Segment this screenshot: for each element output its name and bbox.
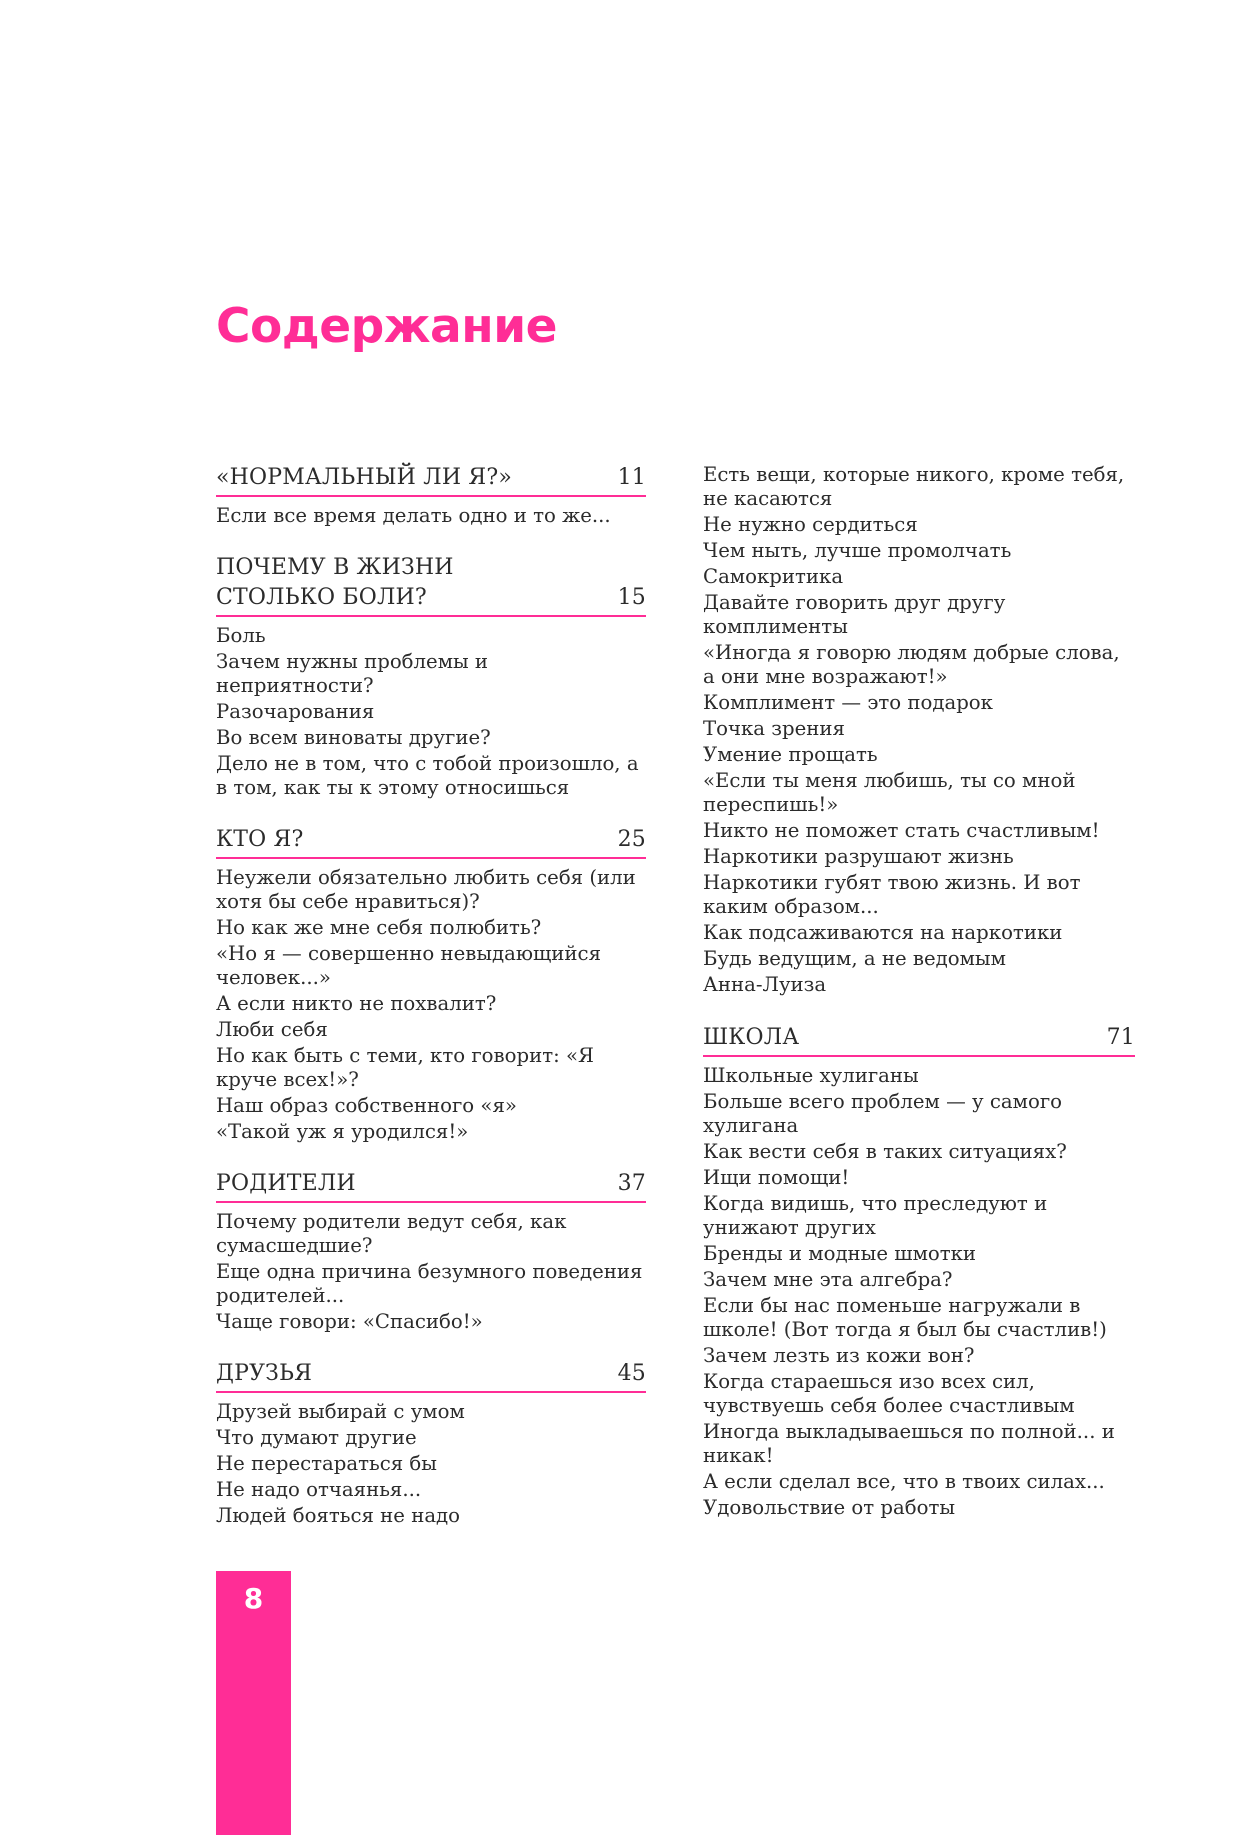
toc-item: Зачем нужны проблемы и неприятности?	[216, 650, 489, 697]
toc-item: «Если ты меня любишь, ты со мной переспишь!»	[703, 769, 1076, 816]
toc-item: Неужели обязательно любить себя (или хотя бы себе нравиться)?	[216, 866, 636, 913]
chapter-divider	[216, 1391, 646, 1393]
toc-item: Будь ведущим, а не ведомым	[703, 947, 1006, 970]
toc-item: «Такой уж я уродился!»	[216, 1120, 469, 1143]
toc-chapter	[703, 1023, 1135, 1520]
toc-item: Больше всего проблем — у самого хулигана	[703, 1090, 1062, 1137]
chapter-heading	[216, 825, 646, 857]
toc-item: Умение прощать	[703, 743, 878, 766]
toc-item: Зачем лезть из кожи вон?	[703, 1344, 975, 1367]
chapter-page-number: 71	[1106, 1025, 1135, 1050]
toc-item: Иногда выкладываешься по полной... и никак!	[703, 1420, 1115, 1467]
continued-items	[703, 463, 1135, 997]
toc-item: Чаще говори: «Спасибо!»	[216, 1310, 483, 1333]
toc-item: Как подсаживаются на наркотики	[703, 921, 1063, 944]
toc-chapter	[216, 1359, 646, 1528]
chapter-title: КТО Я?	[216, 827, 304, 852]
toc-item: Школьные хулиганы	[703, 1064, 919, 1087]
toc-item: Комплимент — это подарок	[703, 691, 993, 714]
toc-item: «Иногда я говорю людям добрые слова, а они мне возражают!»	[703, 641, 1120, 688]
chapter-divider	[216, 495, 646, 497]
page-number-tab	[216, 1571, 291, 1835]
toc-item: Чем ныть, лучше промолчать	[703, 539, 1012, 562]
toc-item: Анна-Луиза	[703, 973, 827, 996]
toc-item: Еще одна причина безумного поведения родителей...	[216, 1260, 643, 1307]
chapter-heading	[216, 1169, 646, 1201]
toc-item: Что думают другие	[216, 1426, 417, 1449]
toc-item: Давайте говорить друг другу комплименты	[703, 591, 1006, 638]
toc-item: Когда стараешься изо всех сил, чувствуешь себя более счастливым	[703, 1370, 1075, 1417]
toc-item: Наш образ собственного «я»	[216, 1094, 517, 1117]
toc-item: Люби себя	[216, 1018, 328, 1041]
toc-item: Ищи помощи!	[703, 1166, 850, 1189]
toc-item: Самокритика	[703, 565, 844, 588]
toc-item: Есть вещи, которые никого, кроме тебя, не касаются	[703, 463, 1125, 510]
toc-chapter	[216, 463, 646, 528]
chapter-divider	[703, 1055, 1135, 1057]
toc-item: А если сделал все, что в твоих силах...	[703, 1470, 1105, 1493]
toc-item: Людей бояться не надо	[216, 1504, 461, 1527]
page-title: Содержание	[216, 299, 558, 354]
toc-item: А если никто не похвалит?	[216, 992, 497, 1015]
toc-item: Зачем мне эта алгебра?	[703, 1268, 953, 1291]
toc-item: Удовольствие от работы	[703, 1496, 956, 1519]
toc-item: Если все время делать одно и то же...	[216, 504, 611, 527]
toc-item: Точка зрения	[703, 717, 845, 740]
chapter-title	[216, 553, 454, 613]
toc-item: Бренды и модные шмотки	[703, 1242, 977, 1265]
chapter-title: «НОРМАЛЬНЫЙ ЛИ Я?»	[216, 465, 513, 490]
chapter-page-number: 45	[617, 1361, 646, 1386]
toc-item: «Но я — совершенно невыдающийся человек...»	[216, 942, 601, 989]
chapter-page-number: 37	[617, 1171, 646, 1196]
toc-item: Во всем виноваты другие?	[216, 726, 491, 749]
toc-chapter	[216, 825, 646, 1144]
toc-item: Как вести себя в таких ситуациях?	[703, 1140, 1067, 1163]
chapter-title: ШКОЛА	[703, 1025, 800, 1050]
toc-item: Боль	[216, 624, 266, 647]
chapter-page-number: 25	[617, 827, 646, 852]
toc-item: Разочарования	[216, 700, 375, 723]
chapter-heading	[216, 553, 646, 615]
toc-item: Наркотики губят твою жизнь. И вот каким образом...	[703, 871, 1081, 918]
toc-right-column	[703, 463, 1135, 1545]
chapter-title-line: ПОЧЕМУ В ЖИЗНИ	[216, 555, 454, 580]
toc-item: Но как же мне себя полюбить?	[216, 916, 542, 939]
toc-item: Наркотики разрушают жизнь	[703, 845, 1014, 868]
toc-item: Дело не в том, что с тобой произошло, а в том, как ты к этому относишься	[216, 752, 639, 799]
chapter-heading	[216, 463, 646, 495]
chapter-title-line: СТОЛЬКО БОЛИ?	[216, 585, 427, 610]
chapter-heading	[216, 1359, 646, 1391]
toc-item: Не надо отчаянья...	[216, 1478, 422, 1501]
toc-chapter	[216, 1169, 646, 1334]
chapter-title: ДРУЗЬЯ	[216, 1361, 313, 1386]
toc-item: Не нужно сердиться	[703, 513, 918, 536]
toc-item: Почему родители ведут себя, как сумасшедшие?	[216, 1210, 567, 1257]
toc-left-column	[216, 463, 646, 1553]
toc-item: Не перестараться бы	[216, 1452, 437, 1475]
chapter-page-number: 15	[617, 585, 646, 610]
toc-item: Если бы нас поменьше нагружали в школе! (Вот тогда я был бы счастлив!)	[703, 1294, 1107, 1341]
toc-item: Друзей выбирай с умом	[216, 1400, 465, 1423]
page-number: 8	[243, 1582, 264, 1615]
toc-chapter	[216, 553, 646, 800]
chapter-heading	[703, 1023, 1135, 1055]
chapter-page-number: 11	[617, 465, 646, 490]
chapter-divider	[216, 615, 646, 617]
toc-item: Никто не поможет стать счастливым!	[703, 819, 1100, 842]
toc-item: Когда видишь, что преследуют и унижают других	[703, 1192, 1048, 1239]
chapter-divider	[216, 857, 646, 859]
toc-item: Но как быть с теми, кто говорит: «Я круче всех!»?	[216, 1044, 594, 1091]
chapter-divider	[216, 1201, 646, 1203]
chapter-title: РОДИТЕЛИ	[216, 1171, 356, 1196]
